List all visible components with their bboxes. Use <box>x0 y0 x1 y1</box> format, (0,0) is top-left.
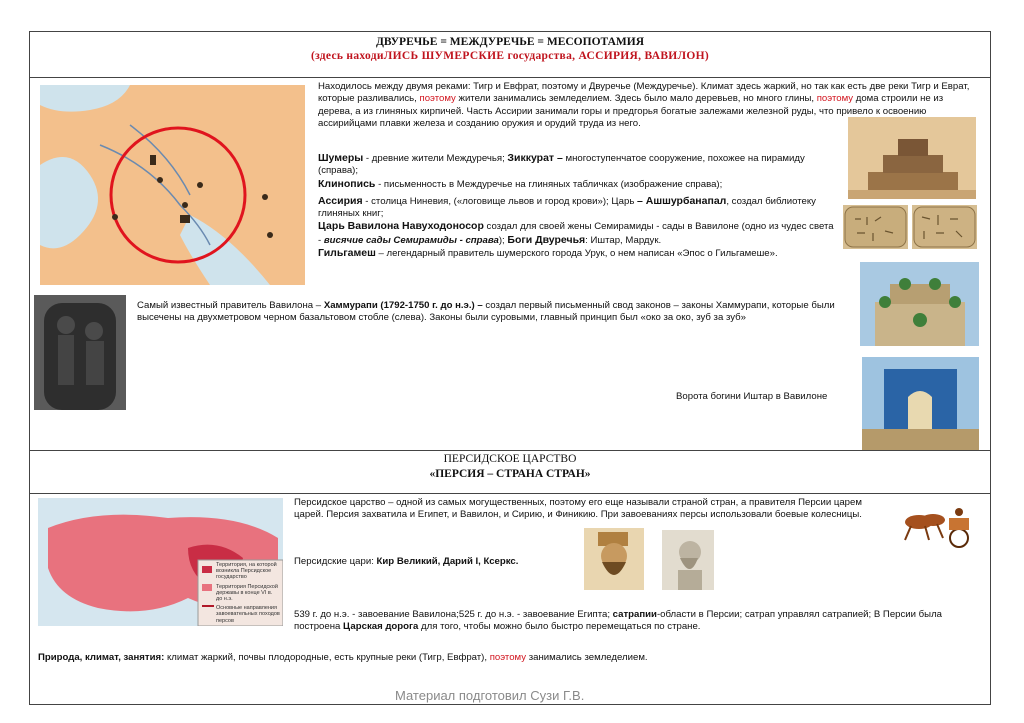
persia-intro: Персидское царство – одной из самых могущественных, поэтому его еще называли страной стран, а правителя Персии царем царей. Персия захватила и Египет, и Вавилон, и Сирию, и Финикию. При завоеваниях персы использовали боевые колесницы. <box>294 497 862 521</box>
fact-klinopis: Клинопись - письменность в Междуречье на глиняных табличках (изображение справа); <box>318 177 723 190</box>
intro-highlight: поэтому <box>419 93 456 105</box>
divider <box>29 77 991 78</box>
intro-text: дома строили не из дерева, а из глиняных кирпичей. Часть Ассирии занимали горы и предгорья богатые залежами железной руды, что привело к освоению ассирийцами плавки железа и созданию оружия и орудий труда из него. <box>318 93 944 129</box>
persia-conquests: 539 г. до н.э. - завоевание Вавилона;525 г. до н.э. - завоевание Египта; сатрапии-области в Персии; сатрап управлял сатрапией; В Персии была построена Царская дорога для того, чтобы можно было быстро перемещаться по стране. <box>294 609 942 633</box>
map-legend: Территория, на которой возникла Персидское государство Территория Персидской державы в конце VI в. до н.э. Основные направления завоевательных походов персов <box>216 562 280 624</box>
clay-tablet-image <box>843 205 908 249</box>
fact-assyria: Ассирия - столица Ниневия, («логовище львов и город крови»); Царь – Ашшурбанапал, создал библиотеку глиняных книг; <box>318 194 816 220</box>
chariot-image <box>893 500 981 550</box>
ziggurat-image <box>848 117 976 199</box>
intro-text: Находилось между двумя реками: Тигр и Евфрат, поэтому и Двуречье (Междуречье). Климат здесь жаркий, но так как есть две реки Тигр и Еврат, которые разливались, <box>318 81 970 105</box>
persian-kings: Персидские цари: Кир Великий, Дарий I, Ксеркс. <box>294 556 519 567</box>
ishtar-gate-image <box>862 357 979 450</box>
mesopotamia-facts <box>318 152 838 260</box>
fact-gilgamesh: Гильгамеш – легендарный правитель шумерского города Урук, о нем написан «Эпос о Гильгамеше». <box>318 247 778 260</box>
intro-highlight: поэтому <box>816 93 854 105</box>
persian-relief-image <box>662 530 714 590</box>
clay-tablet-image <box>912 205 977 249</box>
ishtar-gate-caption: Ворота богини Иштар в Вавилоне <box>676 391 828 402</box>
section-header <box>29 453 991 480</box>
section-subtitle: (здесь находиЛИСЬ ШУМЕРСКИЕ государства, АССИРИЯ, ВАВИЛОН) <box>310 50 710 62</box>
section-subtitle: «ПЕРСИЯ – СТРАНА СТРАН» <box>429 468 591 480</box>
divider <box>29 493 991 494</box>
section-header <box>29 36 991 62</box>
hammurabi-text: Самый известный правитель Вавилона – Хаммурапи (1792-1750 г. до н.э.) – создал первый письменный свод законов – законы Хаммурапи, которые были высечены на двухметровом черном базальтовом стобле (слева). Законы были суровыми, главный принцип был «око за око, зуб за зуб» <box>137 300 835 324</box>
nature-climate: Природа, климат, занятия: климат жаркий, почвы плодородные, есть крупные реки (Тигр, Евфрат), поэтому занимались земледелием. <box>38 652 648 663</box>
divider <box>29 450 991 451</box>
persia-map-image <box>38 498 283 626</box>
section-title: ПЕРСИДСКОЕ ЦАРСТВО <box>443 453 577 465</box>
intro-text: жители занимались земледелием. Здесь было мало деревьев, но много глины, <box>458 93 815 105</box>
hammurabi-stele-image <box>34 295 126 410</box>
fact-shumery: Шумеры - древние жители Междуречья; Зиккурат – многоступенчатое сооружение, похожее на пирамиду (справа); <box>318 152 805 177</box>
hanging-gardens-image <box>860 262 979 346</box>
mesopotamia-map-image <box>40 85 305 285</box>
section-title: ДВУРЕЧЬЕ = МЕЖДУРЕЧЬЕ = МЕСОПОТАМИЯ <box>375 36 645 48</box>
footer-credit: Материал подготовил Сузи Г.В. <box>395 688 585 703</box>
fact-nebuchadnezzar: Царь Вавилона Навуходоносор создал для своей жены Семирамиды - сады в Вавилоне (одно из чудес света - висячие сады Семирамиды - справа); Боги Двуречья: Иштар, Мардук. <box>318 220 834 246</box>
persian-king-portrait-image <box>584 528 644 590</box>
